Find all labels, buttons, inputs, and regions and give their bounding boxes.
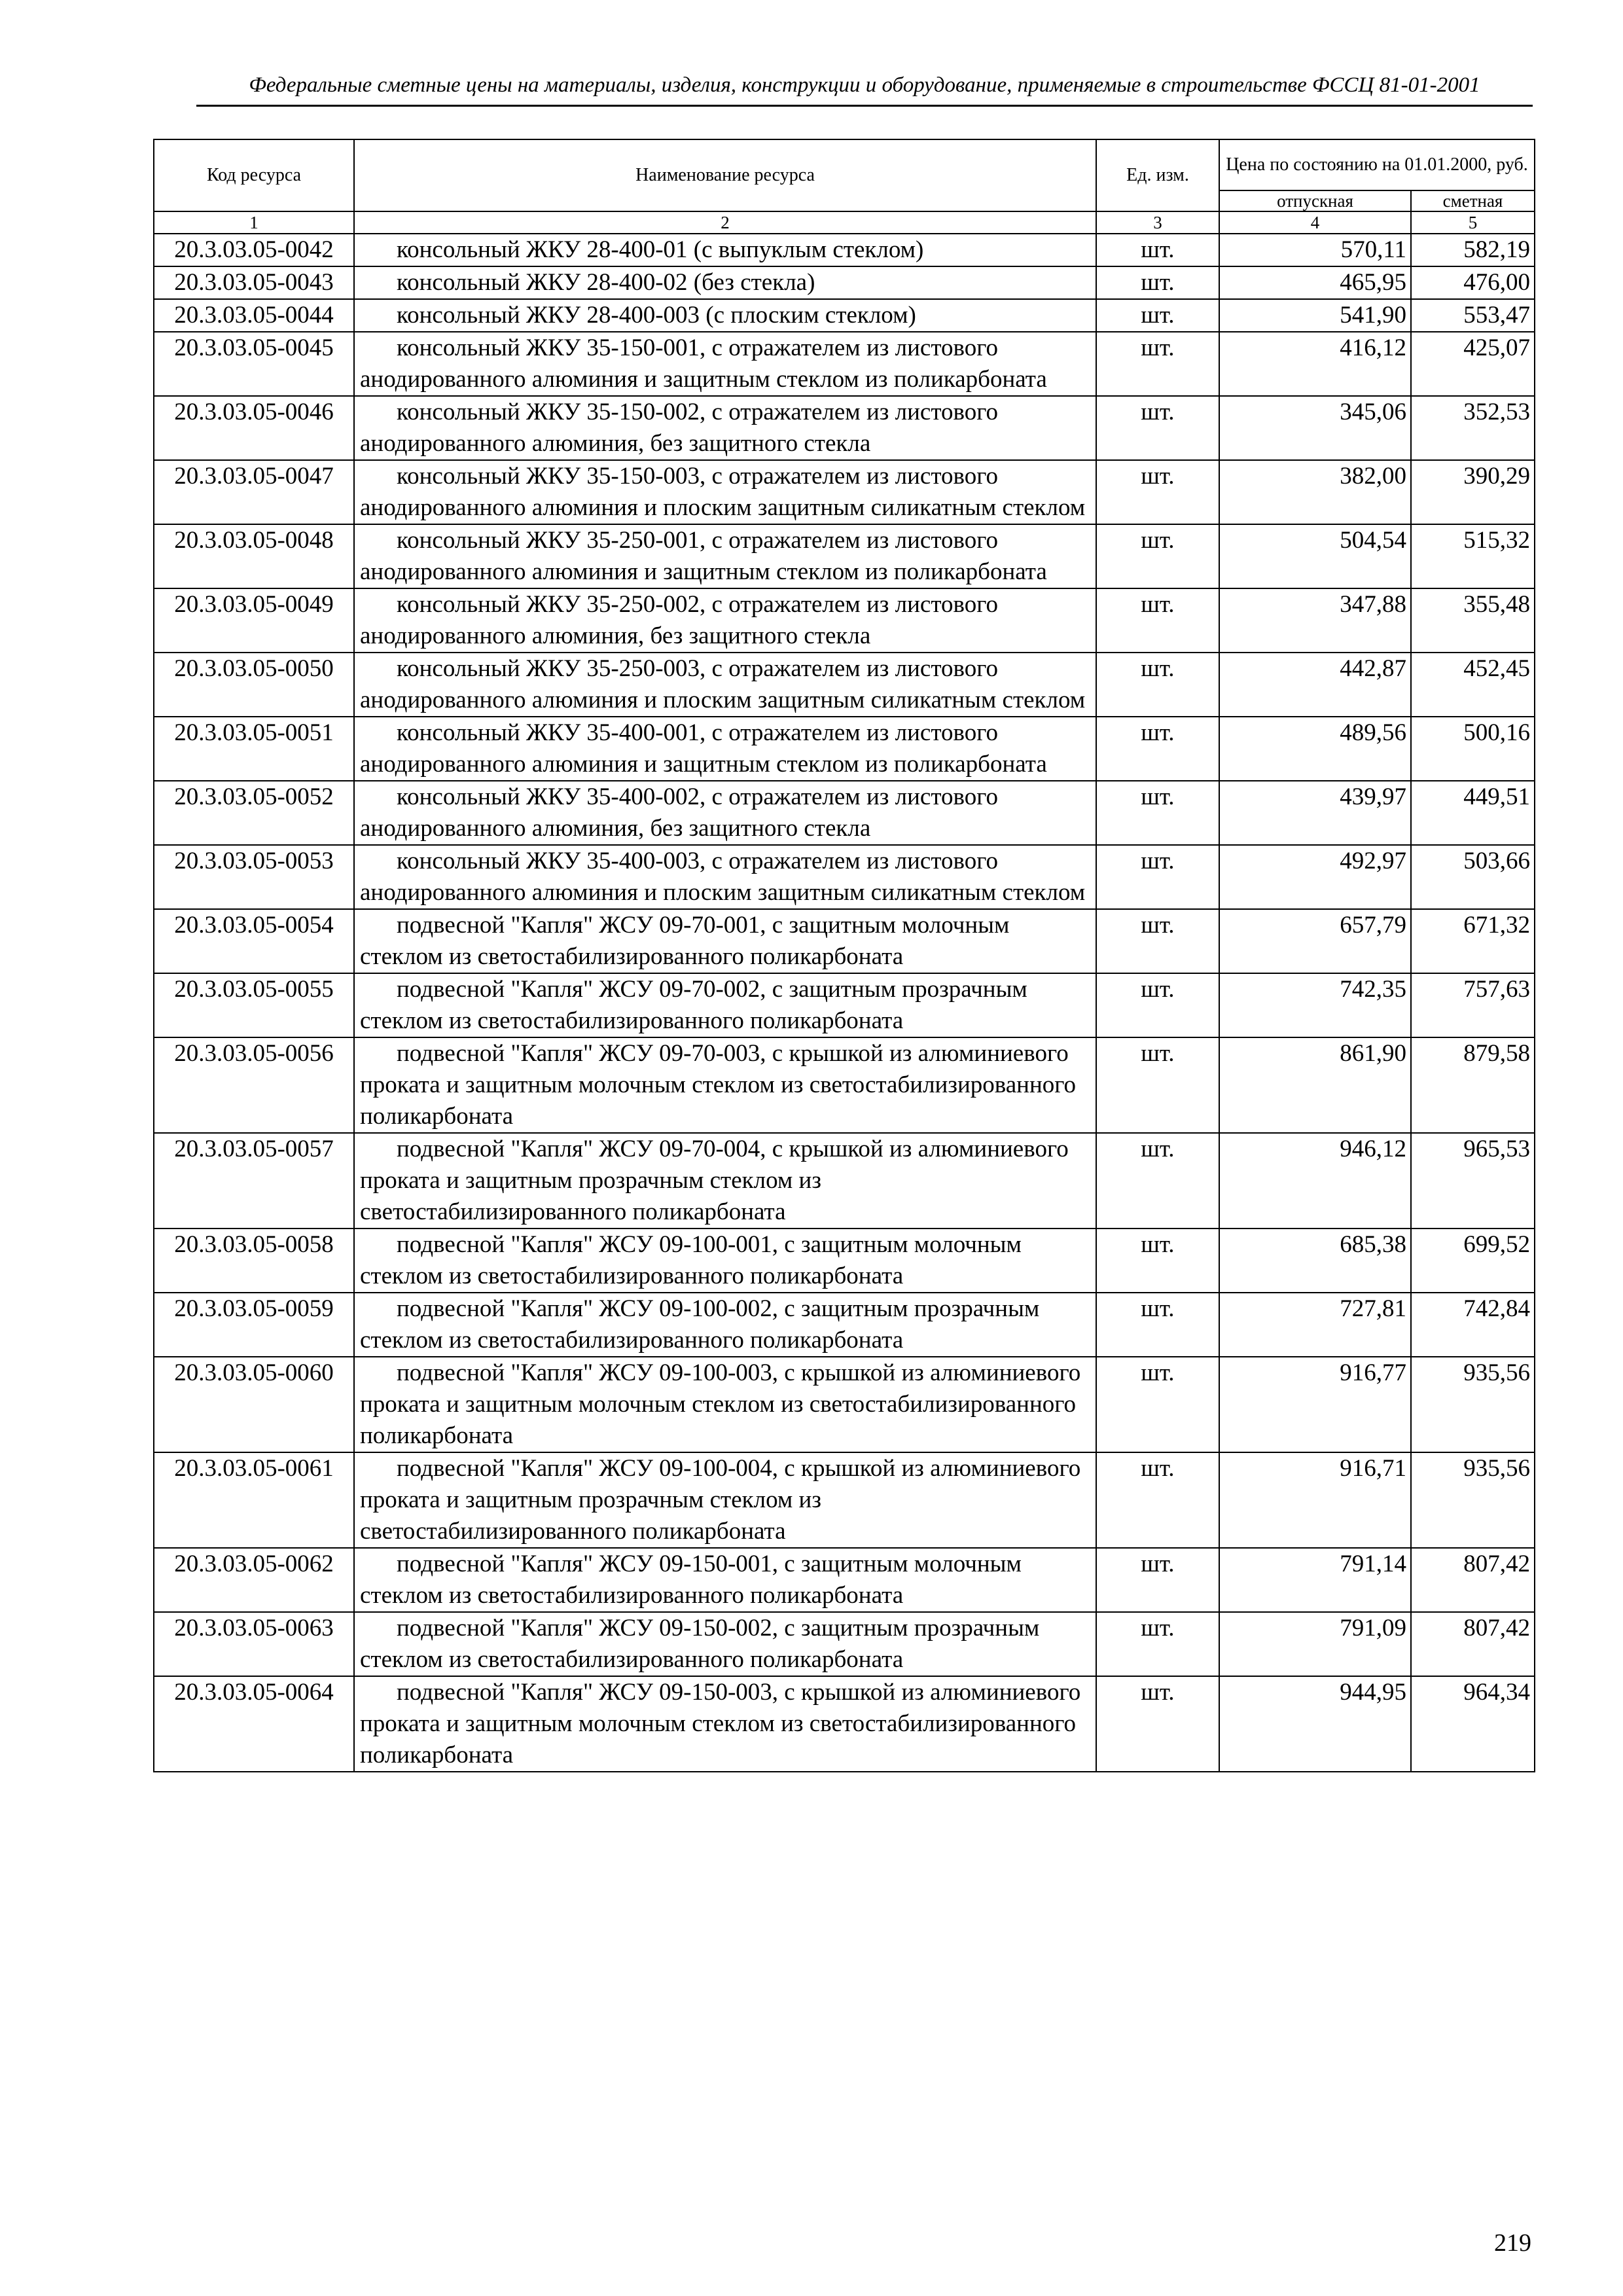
unit-cell: шт. [1096,266,1219,299]
header-unit: Ед. изм. [1096,139,1219,211]
estimate-price-cell: 964,34 [1411,1676,1535,1772]
unit-cell: шт. [1096,909,1219,973]
table-row [154,1229,1535,1293]
resource-name-cell [354,1452,1096,1548]
resource-name-text: подвесной "Капля" ЖСУ 09-70-004, с крышкой из алюминиевого проката и защитным прозрачным стеклом из светостабилизированного поликарбоната [360,1136,1069,1225]
running-header: Федеральные сметные цены на материалы, изделия, конструкции и оборудование, применяемые в строительстве ФССЦ 81-01-2001 [249,73,1480,97]
release-price-cell: 541,90 [1219,299,1411,332]
estimate-price-cell: 452,45 [1411,653,1535,717]
release-price-cell: 492,97 [1219,845,1411,909]
resource-name-cell [354,1676,1096,1772]
release-price-cell: 861,90 [1219,1037,1411,1133]
unit-cell: шт. [1096,396,1219,460]
table-row [154,781,1535,845]
unit-cell: шт. [1096,973,1219,1037]
table-row [154,717,1535,781]
table-row [154,845,1535,909]
resource-code-cell: 20.3.03.05-0047 [154,460,354,524]
estimate-price-cell: 935,56 [1411,1452,1535,1548]
table-row [154,653,1535,717]
resource-code-cell: 20.3.03.05-0045 [154,332,354,396]
resource-code-cell: 20.3.03.05-0059 [154,1293,354,1357]
resource-code-cell: 20.3.03.05-0049 [154,588,354,653]
release-price-cell: 504,54 [1219,524,1411,588]
resource-name-cell [354,973,1096,1037]
table-row [154,234,1535,266]
resource-code-cell: 20.3.03.05-0053 [154,845,354,909]
resource-name-text: консольный ЖКУ 28-400-02 (без стекла) [397,269,815,296]
resource-name-cell [354,1229,1096,1293]
resource-name-cell [354,1037,1096,1133]
resource-name-cell [354,332,1096,396]
column-number: 1 [154,211,354,234]
resource-code-cell: 20.3.03.05-0043 [154,266,354,299]
estimate-price-cell: 355,48 [1411,588,1535,653]
release-price-cell: 916,71 [1219,1452,1411,1548]
resource-code-cell: 20.3.03.05-0057 [154,1133,354,1229]
resource-code-cell: 20.3.03.05-0044 [154,299,354,332]
resource-name-text: подвесной "Капля" ЖСУ 09-150-001, с защитным молочным стеклом из светостабилизированного поликарбоната [360,1551,1022,1609]
unit-cell: шт. [1096,1612,1219,1676]
unit-cell: шт. [1096,588,1219,653]
price-table [153,139,1535,1772]
resource-name-cell [354,299,1096,332]
resource-code-cell: 20.3.03.05-0052 [154,781,354,845]
release-price-cell: 347,88 [1219,588,1411,653]
resource-name-text: подвесной "Капля" ЖСУ 09-100-002, с защитным прозрачным стеклом из светостабилизированного поликарбоната [360,1295,1040,1354]
resource-name-text: подвесной "Капля" ЖСУ 09-100-003, с крышкой из алюминиевого проката и защитным молочным стеклом из светостабилизированного поликарбоната [360,1359,1081,1449]
release-price-cell: 946,12 [1219,1133,1411,1229]
unit-cell: шт. [1096,234,1219,266]
release-price-cell: 570,11 [1219,234,1411,266]
resource-name-cell [354,460,1096,524]
unit-cell: шт. [1096,460,1219,524]
estimate-price-cell: 879,58 [1411,1037,1535,1133]
resource-name-cell [354,396,1096,460]
resource-code-cell: 20.3.03.05-0062 [154,1548,354,1612]
table-row [154,909,1535,973]
estimate-price-cell: 699,52 [1411,1229,1535,1293]
release-price-cell: 944,95 [1219,1676,1411,1772]
resource-code-cell: 20.3.03.05-0064 [154,1676,354,1772]
estimate-price-cell: 500,16 [1411,717,1535,781]
header-name: Наименование ресурса [354,139,1096,211]
resource-name-cell [354,845,1096,909]
estimate-price-cell: 425,07 [1411,332,1535,396]
resource-code-cell: 20.3.03.05-0061 [154,1452,354,1548]
resource-code-cell: 20.3.03.05-0048 [154,524,354,588]
resource-name-text: консольный ЖКУ 35-150-001, с отражателем из листового анодированного алюминия и защитным стеклом из поликарбоната [360,334,1047,393]
estimate-price-cell: 582,19 [1411,234,1535,266]
resource-code-cell: 20.3.03.05-0050 [154,653,354,717]
unit-cell: шт. [1096,1676,1219,1772]
estimate-price-cell: 553,47 [1411,299,1535,332]
estimate-price-cell: 449,51 [1411,781,1535,845]
resource-name-text: консольный ЖКУ 35-150-003, с отражателем из листового анодированного алюминия и плоским защитным силикатным стеклом [360,463,1086,521]
estimate-price-cell: 965,53 [1411,1133,1535,1229]
table-body [154,234,1535,1772]
table-row [154,299,1535,332]
resource-name-cell [354,234,1096,266]
table-row [154,1293,1535,1357]
resource-name-text: консольный ЖКУ 28-400-003 (с плоским стеклом) [397,302,916,329]
release-price-cell: 727,81 [1219,1293,1411,1357]
estimate-price-cell: 807,42 [1411,1612,1535,1676]
resource-name-cell [354,266,1096,299]
header-price-estimate: сметная [1411,190,1535,211]
unit-cell: шт. [1096,1452,1219,1548]
resource-name-text: консольный ЖКУ 35-150-002, с отражателем из листового анодированного алюминия, без защитного стекла [360,399,998,457]
table-row [154,1612,1535,1676]
resource-name-cell [354,653,1096,717]
table-row [154,524,1535,588]
table-row [154,396,1535,460]
unit-cell: шт. [1096,524,1219,588]
header-price-release: отпускная [1219,190,1411,211]
release-price-cell: 791,09 [1219,1612,1411,1676]
release-price-cell: 442,87 [1219,653,1411,717]
unit-cell: шт. [1096,845,1219,909]
resource-name-text: консольный ЖКУ 35-400-002, с отражателем из листового анодированного алюминия, без защитного стекла [360,783,998,842]
resource-name-cell [354,1133,1096,1229]
release-price-cell: 439,97 [1219,781,1411,845]
resource-name-cell [354,1548,1096,1612]
column-number: 3 [1096,211,1219,234]
resource-name-cell [354,717,1096,781]
resource-code-cell: 20.3.03.05-0042 [154,234,354,266]
table-row [154,1676,1535,1772]
resource-name-text: подвесной "Капля" ЖСУ 09-150-003, с крышкой из алюминиевого проката и защитным молочным стеклом из светостабилизированного поликарбоната [360,1679,1081,1768]
release-price-cell: 657,79 [1219,909,1411,973]
resource-name-text: подвесной "Капля" ЖСУ 09-70-003, с крышкой из алюминиевого проката и защитным молочным стеклом из светостабилизированного поликарбоната [360,1040,1077,1130]
table-row [154,1357,1535,1452]
resource-name-cell [354,909,1096,973]
resource-code-cell: 20.3.03.05-0055 [154,973,354,1037]
table-row [154,588,1535,653]
unit-cell: шт. [1096,1229,1219,1293]
resource-name-text: подвесной "Капля" ЖСУ 09-150-002, с защитным прозрачным стеклом из светостабилизированного поликарбоната [360,1615,1040,1673]
resource-name-cell [354,1612,1096,1676]
estimate-price-cell: 807,42 [1411,1548,1535,1612]
release-price-cell: 465,95 [1219,266,1411,299]
header-price-group: Цена по состоянию на 01.01.2000, руб. [1219,139,1535,190]
release-price-cell: 345,06 [1219,396,1411,460]
unit-cell: шт. [1096,1133,1219,1229]
release-price-cell: 382,00 [1219,460,1411,524]
resource-code-cell: 20.3.03.05-0046 [154,396,354,460]
resource-name-text: консольный ЖКУ 35-250-002, с отражателем из листового анодированного алюминия, без защитного стекла [360,591,998,649]
resource-code-cell: 20.3.03.05-0056 [154,1037,354,1133]
table-row [154,1037,1535,1133]
resource-name-text: подвесной "Капля" ЖСУ 09-100-001, с защитным молочным стеклом из светостабилизированного поликарбоната [360,1231,1022,1289]
page-number: 219 [1494,2229,1531,2257]
unit-cell: шт. [1096,1357,1219,1452]
resource-name-cell [354,588,1096,653]
resource-name-text: консольный ЖКУ 28-400-01 (с выпуклым стеклом) [397,236,924,263]
estimate-price-cell: 476,00 [1411,266,1535,299]
table-row [154,1452,1535,1548]
resource-code-cell: 20.3.03.05-0058 [154,1229,354,1293]
release-price-cell: 489,56 [1219,717,1411,781]
estimate-price-cell: 390,29 [1411,460,1535,524]
estimate-price-cell: 757,63 [1411,973,1535,1037]
resource-code-cell: 20.3.03.05-0051 [154,717,354,781]
table-row [154,973,1535,1037]
estimate-price-cell: 935,56 [1411,1357,1535,1452]
unit-cell: шт. [1096,1548,1219,1612]
resource-name-text: консольный ЖКУ 35-250-001, с отражателем из листового анодированного алюминия и защитным стеклом из поликарбоната [360,527,1047,585]
header-rule [196,105,1533,107]
resource-name-cell [354,781,1096,845]
release-price-cell: 742,35 [1219,973,1411,1037]
table-row [154,1133,1535,1229]
resource-code-cell: 20.3.03.05-0063 [154,1612,354,1676]
resource-name-text: консольный ЖКУ 35-400-003, с отражателем из листового анодированного алюминия и плоским защитным силикатным стеклом [360,848,1086,906]
estimate-price-cell: 503,66 [1411,845,1535,909]
resource-code-cell: 20.3.03.05-0054 [154,909,354,973]
column-number: 5 [1411,211,1535,234]
unit-cell: шт. [1096,332,1219,396]
resource-name-text: подвесной "Капля" ЖСУ 09-100-004, с крышкой из алюминиевого проката и защитным прозрачным стеклом из светостабилизированного поликарбоната [360,1455,1081,1545]
estimate-price-cell: 671,32 [1411,909,1535,973]
release-price-cell: 416,12 [1219,332,1411,396]
column-number: 2 [354,211,1096,234]
estimate-price-cell: 515,32 [1411,524,1535,588]
column-number: 4 [1219,211,1411,234]
unit-cell: шт. [1096,1037,1219,1133]
header-code: Код ресурса [154,139,354,211]
resource-name-text: консольный ЖКУ 35-250-003, с отражателем из листового анодированного алюминия и плоским защитным силикатным стеклом [360,655,1086,713]
unit-cell: шт. [1096,299,1219,332]
estimate-price-cell: 352,53 [1411,396,1535,460]
table-row [154,266,1535,299]
resource-code-cell: 20.3.03.05-0060 [154,1357,354,1452]
unit-cell: шт. [1096,653,1219,717]
table-row [154,460,1535,524]
resource-name-text: консольный ЖКУ 35-400-001, с отражателем из листового анодированного алюминия и защитным стеклом из поликарбоната [360,719,1047,778]
unit-cell: шт. [1096,1293,1219,1357]
release-price-cell: 685,38 [1219,1229,1411,1293]
release-price-cell: 791,14 [1219,1548,1411,1612]
resource-name-cell [354,1357,1096,1452]
unit-cell: шт. [1096,717,1219,781]
resource-name-cell [354,524,1096,588]
resource-name-cell [354,1293,1096,1357]
unit-cell: шт. [1096,781,1219,845]
resource-name-text: подвесной "Капля" ЖСУ 09-70-001, с защитным молочным стеклом из светостабилизированного поликарбоната [360,912,1010,970]
resource-name-text: подвесной "Капля" ЖСУ 09-70-002, с защитным прозрачным стеклом из светостабилизированного поликарбоната [360,976,1027,1034]
release-price-cell: 916,77 [1219,1357,1411,1452]
table-row [154,1548,1535,1612]
table-row [154,332,1535,396]
estimate-price-cell: 742,84 [1411,1293,1535,1357]
